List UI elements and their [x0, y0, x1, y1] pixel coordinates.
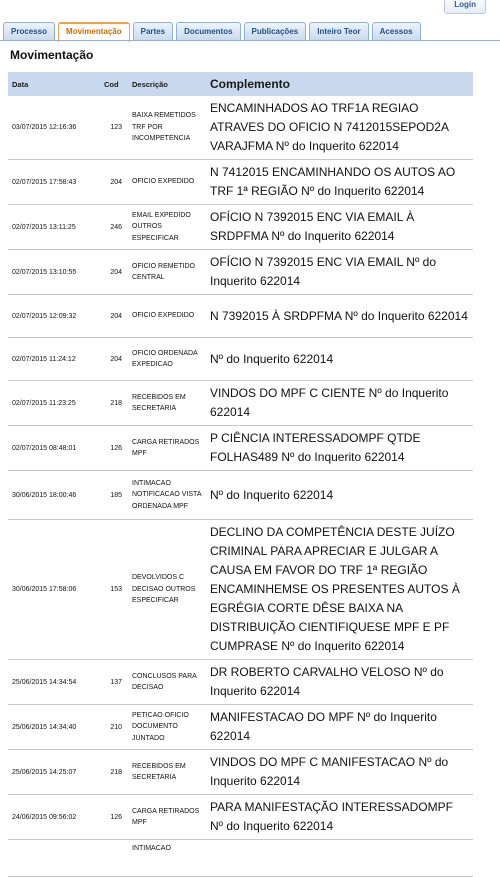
- row-desc: RECEBIDOS EM SECRETARIA: [128, 381, 206, 426]
- row-complement: [206, 840, 473, 877]
- row-desc: CONCLUSOS PARA DECISAO: [128, 660, 206, 705]
- row-date: 30/06/2015 17:58:06: [8, 520, 100, 660]
- row-cod: 185: [100, 471, 128, 520]
- row-desc: OFICIO ORDENADA EXPEDICAO: [128, 338, 206, 381]
- row-complement: N 7392015 À SRDPFMA Nº do Inquerito 622014: [206, 295, 473, 338]
- table-row: [8, 705, 473, 750]
- row-cod: 123: [100, 96, 128, 160]
- row-cod: 153: [100, 520, 128, 660]
- tab-publicacoes[interactable]: Publicações: [244, 22, 307, 40]
- row-desc: OFICIO EXPEDIDO: [128, 295, 206, 338]
- row-desc: INTIMACAO: [128, 840, 206, 877]
- table-row: [8, 295, 473, 338]
- row-cod: 210: [100, 705, 128, 750]
- column-header-date: Data: [8, 72, 100, 96]
- row-date: 25/06/2015 14:25:07: [8, 750, 100, 795]
- row-complement: VINDOS DO MPF C MANIFESTACAO Nº do Inquerito 622014: [206, 750, 473, 795]
- top-bar: [0, 0, 500, 14]
- table-row: [8, 840, 473, 877]
- table-header-row: [8, 72, 473, 96]
- row-complement: VINDOS DO MPF C CIENTE Nº do Inquerito 622014: [206, 381, 473, 426]
- table-row: [8, 205, 473, 250]
- row-cod: 126: [100, 795, 128, 840]
- column-header-desc: Descrição: [128, 72, 206, 96]
- row-date: 02/07/2015 13:10:55: [8, 250, 100, 295]
- row-date: 02/07/2015 11:24:12: [8, 338, 100, 381]
- row-complement: DR ROBERTO CARVALHO VELOSO Nº do Inquerito 622014: [206, 660, 473, 705]
- row-desc: OFICIO REMETIDO CENTRAL: [128, 250, 206, 295]
- row-cod: 204: [100, 160, 128, 205]
- table-row: [8, 160, 473, 205]
- row-cod: 204: [100, 250, 128, 295]
- table-row: [8, 750, 473, 795]
- row-desc: INTIMACAO NOTIFICACAO VISTA ORDENADA MPF: [128, 471, 206, 520]
- login-button[interactable]: Login: [444, 0, 486, 14]
- row-cod: 126: [100, 426, 128, 471]
- row-cod: 246: [100, 205, 128, 250]
- row-date: 30/06/2015 18:00:46: [8, 471, 100, 520]
- table-row: [8, 660, 473, 705]
- row-date: 02/07/2015 12:09:32: [8, 295, 100, 338]
- table-row: [8, 520, 473, 660]
- table-row: [8, 96, 473, 160]
- row-date: [8, 840, 100, 877]
- row-desc: CARGA RETIRADOS MPF: [128, 426, 206, 471]
- row-desc: OFICIO EXPEDIDO: [128, 160, 206, 205]
- table-row: [8, 381, 473, 426]
- row-complement: OFÍCIO N 7392015 ENC VIA EMAIL Nº do Inquerito 622014: [206, 250, 473, 295]
- table-row: [8, 250, 473, 295]
- tab-processo[interactable]: Processo: [3, 22, 55, 40]
- column-header-complement: Complemento: [206, 72, 473, 96]
- row-complement: Nº do Inquerito 622014: [206, 471, 473, 520]
- row-date: 25/06/2015 14:34:54: [8, 660, 100, 705]
- row-desc: EMAIL EXPEDIDO OUTROS ESPECIFICAR: [128, 205, 206, 250]
- page-title: Movimentação: [10, 48, 94, 62]
- row-complement: Nº do Inquerito 622014: [206, 338, 473, 381]
- row-complement: OFÍCIO N 7392015 ENC VIA EMAIL À SRDPFMA Nº do Inquerito 622014: [206, 205, 473, 250]
- row-date: 03/07/2015 12:16:36: [8, 96, 100, 160]
- row-complement: P CIÊNCIA INTERESSADOMPF QTDE FOLHAS489 Nº do Inquerito 622014: [206, 426, 473, 471]
- table-row: [8, 338, 473, 381]
- movements-table: [8, 72, 473, 877]
- tab-documentos[interactable]: Documentos: [176, 22, 240, 40]
- row-complement: ENCAMINHADOS AO TRF1A REGIAO ATRAVES DO OFICIO N 7412015SEPOD2A VARAJFMA Nº do Inquerito 622014: [206, 96, 473, 160]
- table-row: [8, 426, 473, 471]
- row-cod: 137: [100, 660, 128, 705]
- row-cod: [100, 840, 128, 877]
- row-cod: 204: [100, 338, 128, 381]
- row-desc: CARGA RETIRADOS MPF: [128, 795, 206, 840]
- tab-bar: [3, 22, 421, 41]
- row-date: 02/07/2015 11:23:25: [8, 381, 100, 426]
- row-complement: PARA MANIFESTAÇÃO INTERESSADOMPF Nº do Inquerito 622014: [206, 795, 473, 840]
- row-complement: DECLINO DA COMPETÊNCIA DESTE JUÍZO CRIMINAL PARA APRECIAR E JULGAR A CAUSA EM FAVOR DO TRF 1ª REGIÃO ENCAMINHEMSE OS PRESENTES AUTOS À EGRÉGIA CORTE DÊSE BAIXA NA DISTRIBUIÇÃO CIENTIFIQUESE MPF E PF CUMPRASE Nº do Inquerito 622014: [206, 520, 473, 660]
- tab-acessos[interactable]: Acessos: [372, 22, 421, 40]
- row-date: 25/06/2015 14:34:40: [8, 705, 100, 750]
- tab-movimentacao[interactable]: Movimentação: [58, 22, 130, 42]
- row-complement: MANIFESTACAO DO MPF Nº do Inquerito 622014: [206, 705, 473, 750]
- row-desc: PETICAO OFICIO DOCUMENTO JUNTADO: [128, 705, 206, 750]
- row-desc: RECEBIDOS EM SECRETARIA: [128, 750, 206, 795]
- row-complement: N 7412015 ENCAMINHANDO OS AUTOS AO TRF 1ª REGIÃO Nº do Inquerito 622014: [206, 160, 473, 205]
- tab-divider: [0, 40, 500, 41]
- tab-inteiro-teor[interactable]: Inteiro Teor: [309, 22, 368, 40]
- row-cod: 218: [100, 381, 128, 426]
- column-header-cod: Cod: [100, 72, 128, 96]
- row-date: 24/06/2015 09:56:02: [8, 795, 100, 840]
- row-date: 02/07/2015 08:48:01: [8, 426, 100, 471]
- row-date: 02/07/2015 13:11:25: [8, 205, 100, 250]
- table-row: [8, 795, 473, 840]
- row-desc: BAIXA REMETIDOS TRF POR INCOMPETENCIA: [128, 96, 206, 160]
- row-desc: DEVOLVIDOS C DECISAO OUTROS ESPECIFICAR: [128, 520, 206, 660]
- row-date: 02/07/2015 17:58:43: [8, 160, 100, 205]
- row-cod: 218: [100, 750, 128, 795]
- tab-partes[interactable]: Partes: [133, 22, 173, 40]
- row-cod: 204: [100, 295, 128, 338]
- table-row: [8, 471, 473, 520]
